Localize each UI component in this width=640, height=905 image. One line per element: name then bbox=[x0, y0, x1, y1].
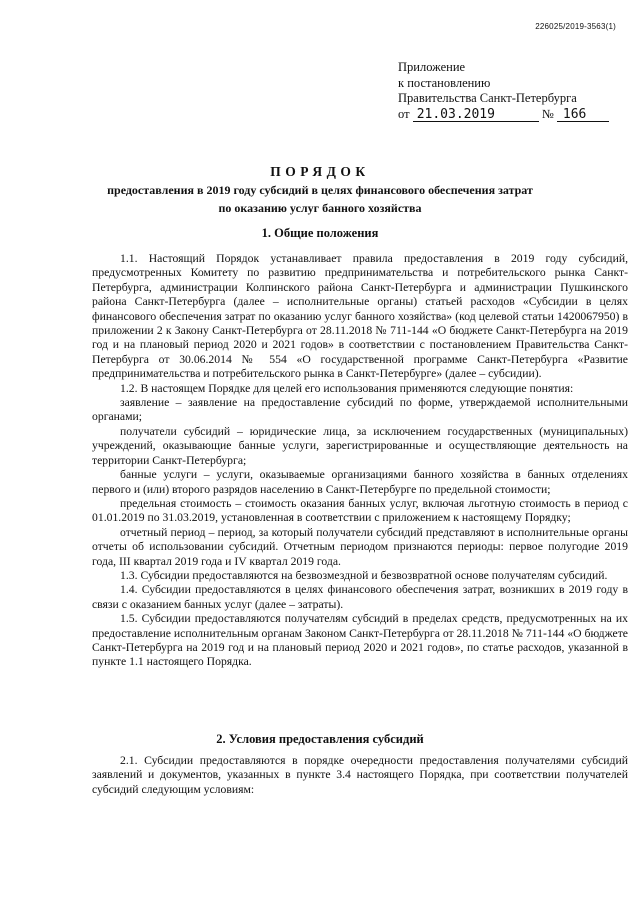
section-2-heading: 2. Условия предоставления субсидий bbox=[216, 732, 424, 746]
appendix-line-2: к постановлению bbox=[398, 75, 491, 90]
document-subtitle-line-1: предоставления в 2019 году субсидий в целях финансового обеспечения затрат bbox=[107, 183, 533, 197]
paragraph-1-1: 1.1. Настоящий Порядок устанавливает правила предоставления в 2019 году субсидий, предусмотренных Комитету по развитию предпринимательства и потребительского рынка Санкт-Петербурга, администрации Колпинского района Санкт-Петербурга и администрации Пушкинского района Санкт-Петербурга (далее – исполнительные органы) статьей расходов «Субсидии в целях финансового обеспечения затрат по оказанию услуг банного хозяйства» (код целевой статьи 1420067950) в приложении 2 к Закону Санкт-Петербурга от 28.11.2018 № 711-144 «О бюджете Санкт-Петербурга на 2019 год и на плановый период 2020 и 2021 годов» в соответствии с постановлением Правительства Санкт-Петербурга от 30.06.2014 № 554 «О государственной программе Санкт-Петербурга «Развитие предпринимательства и потребительского рынка в Санкт-Петербурге» (далее – субсидии). bbox=[92, 252, 628, 381]
paragraph-1-4: 1.4. Субсидии предоставляются в целях финансового обеспечения затрат, возникших в 2019 году в связи с оказанием банных услуг (далее – затраты). bbox=[92, 583, 628, 611]
appendix-line-3: Правительства Санкт-Петербурга bbox=[398, 91, 577, 105]
definition-max-cost: предельная стоимость – стоимость оказания банных услуг, включая льготную стоимость в период с 01.01.2019 по 31.03.2019, установленная в соответствии с приложением к настоящему Порядку; bbox=[92, 496, 628, 525]
appendix-block bbox=[398, 60, 609, 122]
document-id: 226025/2019-3563(1) bbox=[535, 22, 616, 31]
section-1-heading: 1. Общие положения bbox=[261, 226, 379, 240]
number-label: № bbox=[541, 106, 554, 121]
definition-bath-services: банные услуги – услуги, оказываемые организациями банного хозяйства в банных отделениях первого и (или) второго разрядов населению в Санкт-Петербурге по предельной стоимости; bbox=[92, 468, 628, 496]
resolution-date: 21.03.2019 bbox=[413, 108, 539, 122]
definition-application: заявление – заявление на предоставление субсидий по форме, утверждаемой исполнительными органами; bbox=[92, 396, 628, 424]
paragraph-1-5: 1.5. Субсидии предоставляются получателям субсидий в пределах средств, предусмотренных на их предоставление исполнительным органам Законом Санкт-Петербурга от 28.11.2018 № 711-144 «О бюджете Санкт-Петербурга на 2019 год и на плановый период 2020 и 2021 годов», по статье расходов, указанной в пункте 1.1 настоящего Порядка. bbox=[92, 612, 628, 669]
document-subtitle-line-2: по оказанию услуг банного хозяйства bbox=[218, 201, 422, 215]
title-block bbox=[0, 164, 640, 216]
definition-recipients: получатели субсидий – юридические лица, за исключением государственных (муниципальных) учреждений, оказывающие банные услуги, зарегистрированные и осуществляющие деятельность на территории Санкт-Петербурга; bbox=[92, 424, 628, 467]
resolution-number: 166 bbox=[557, 108, 609, 122]
appendix-line-1: Приложение bbox=[398, 60, 466, 74]
document-title: ПОРЯДОК bbox=[270, 164, 370, 179]
paragraph-1-3: 1.3. Субсидии предоставляются на безвозмездной и безвозвратной основе получателям субсидий. bbox=[120, 568, 608, 582]
section-2-body bbox=[92, 754, 628, 797]
paragraph-1-2: 1.2. В настоящем Порядке для целей его использования применяются следующие понятия: bbox=[120, 381, 574, 395]
section-1-body bbox=[92, 252, 628, 670]
paragraph-2-1: 2.1. Субсидии предоставляются в порядке очередности предоставления получателями субсидий заявлений и документов, указанных в пункте 3.4 настоящего Порядка, при соответствии получателей субсидий следующим условиям: bbox=[92, 754, 628, 796]
definition-reporting-period: отчетный период – период, за который получатели субсидий представляют в исполнительные органы отчеты об использовании субсидий. Отчетным периодом признаются периоды: первое полугодие 2019 года, III квартал 2019 года и IV квартал 2019 года. bbox=[92, 525, 628, 568]
appendix-date-line bbox=[398, 107, 609, 123]
from-label: от bbox=[398, 106, 410, 121]
